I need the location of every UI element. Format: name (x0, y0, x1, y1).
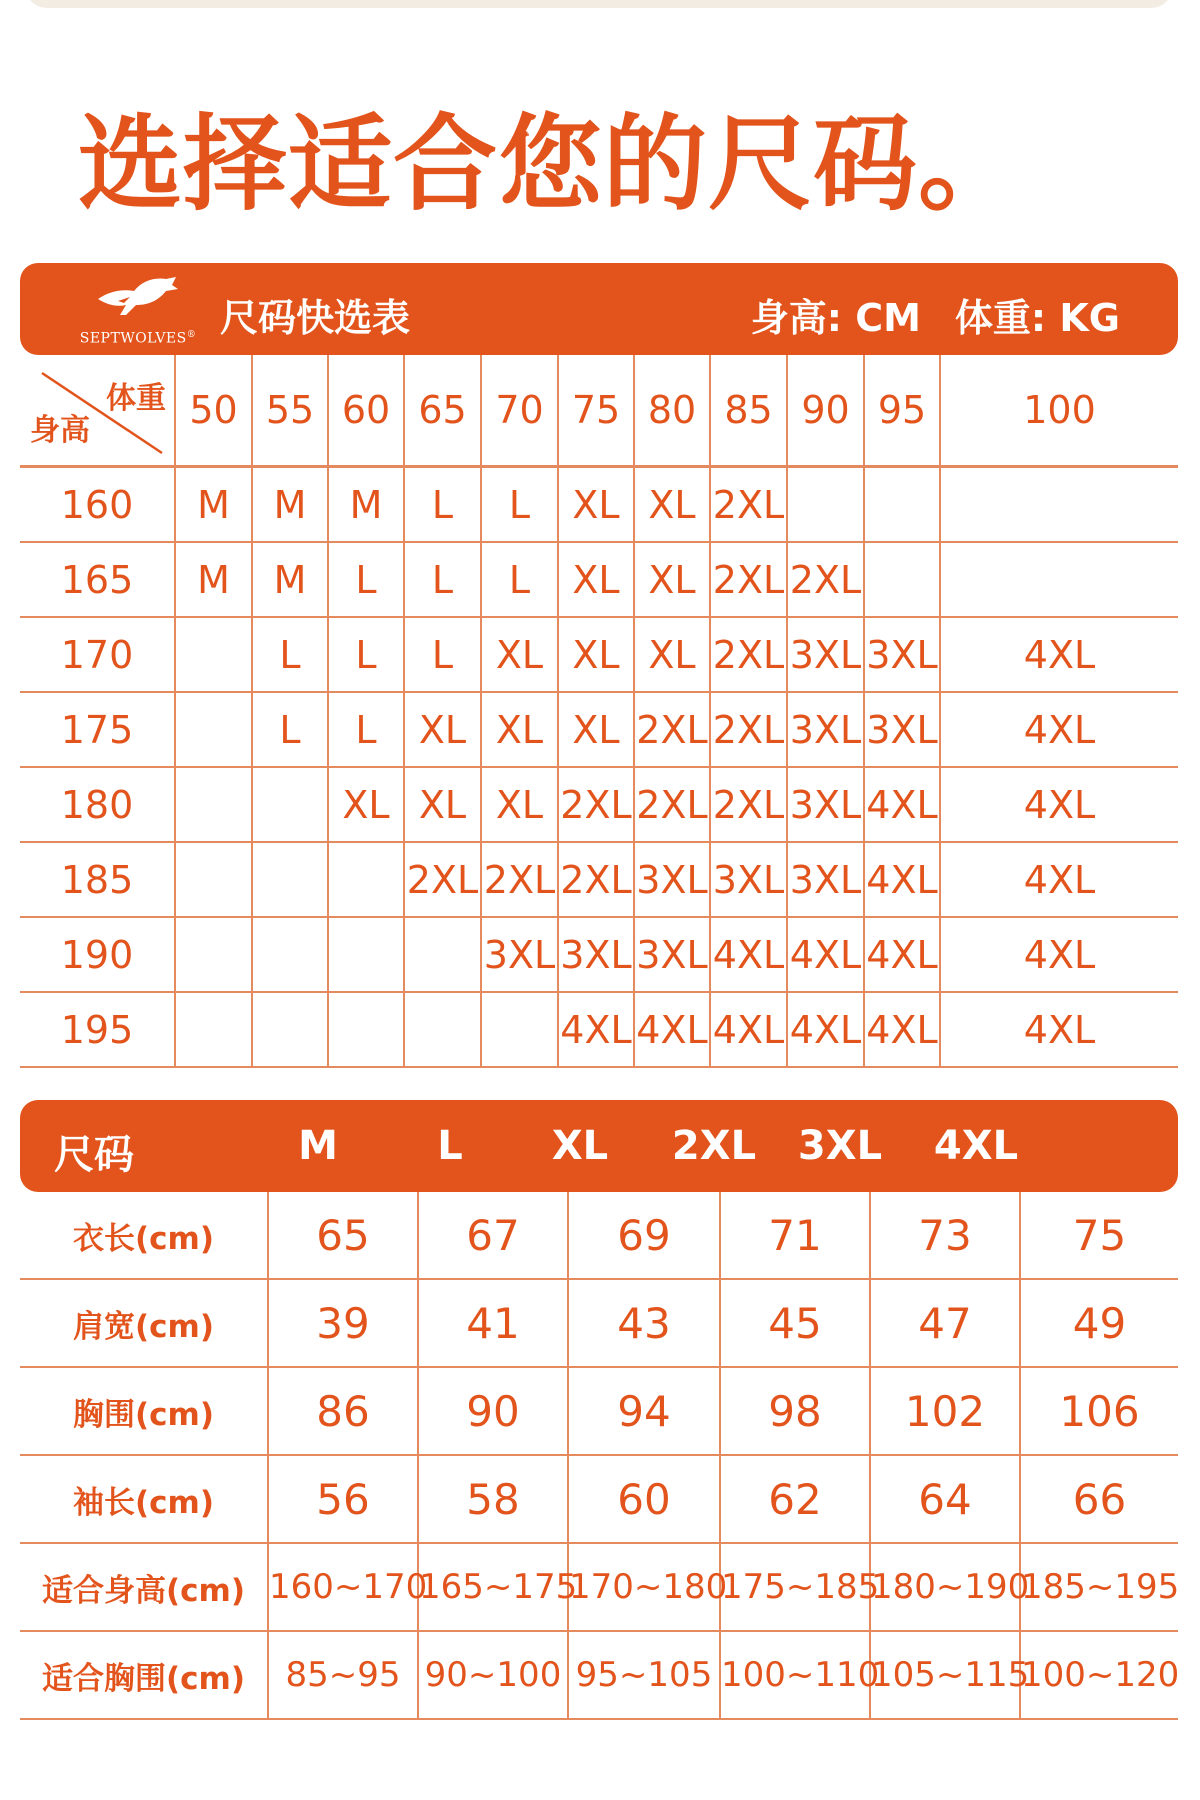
spec-value-cell: 180~190 (870, 1543, 1020, 1631)
size-cell: 4XL (940, 842, 1178, 917)
size-cell: 4XL (710, 992, 787, 1067)
size-cell (175, 842, 252, 917)
spec-value-cell: 69 (568, 1192, 720, 1279)
size-cell: XL (558, 692, 634, 767)
spec-row-label: 适合身高(cm) (20, 1543, 268, 1631)
size-cell (175, 692, 252, 767)
size-cell: 2XL (558, 767, 634, 842)
size-cell: 4XL (787, 917, 864, 992)
spec-value-cell: 45 (720, 1279, 870, 1367)
size-cell: 3XL (634, 917, 710, 992)
size-cell (175, 767, 252, 842)
size-cell: 4XL (940, 917, 1178, 992)
quick-table-title: 尺码快选表 (220, 296, 411, 340)
size-cell: 2XL (558, 842, 634, 917)
height-row (20, 617, 1178, 692)
size-cell (252, 767, 328, 842)
spec-value-cell: 66 (1020, 1455, 1178, 1543)
corner-height-label: 身高 (30, 413, 90, 448)
size-cell: 2XL (710, 542, 787, 617)
size-cell: XL (634, 617, 710, 692)
spec-value-cell: 47 (870, 1279, 1020, 1367)
height-row (20, 917, 1178, 992)
spec-value-cell: 58 (418, 1455, 568, 1543)
spec-value-cell: 86 (268, 1367, 418, 1455)
height-cell: 170 (20, 617, 175, 692)
weight-header-cell: 80 (634, 355, 710, 467)
quick-size-table (20, 355, 1178, 1068)
height-row (20, 842, 1178, 917)
weight-unit: 体重: KG (954, 296, 1120, 340)
spec-row-label: 肩宽(cm) (20, 1279, 268, 1367)
size-cell: 4XL (864, 842, 940, 917)
height-row (20, 992, 1178, 1067)
size-cell: M (175, 542, 252, 617)
size-cell: 2XL (634, 767, 710, 842)
spec-value-cell: 67 (418, 1192, 568, 1279)
size-spec-table (20, 1192, 1178, 1720)
size-cell (175, 992, 252, 1067)
spec-row-label: 适合胸围(cm) (20, 1631, 268, 1719)
size-header-2xl: 2XL (671, 1123, 757, 1169)
size-cell: XL (328, 767, 404, 842)
size-cell (787, 467, 864, 543)
spec-row-label: 袖长(cm) (20, 1455, 268, 1543)
weight-header-cell: 95 (864, 355, 940, 467)
height-unit: 身高: CM (750, 296, 921, 340)
size-cell: 4XL (940, 992, 1178, 1067)
unit-legend (751, 287, 1120, 342)
size-cell: 4XL (864, 992, 940, 1067)
size-cell (404, 992, 481, 1067)
size-cell: L (481, 542, 558, 617)
weight-header-cell: 90 (787, 355, 864, 467)
size-cell: XL (481, 692, 558, 767)
size-cell: L (404, 617, 481, 692)
spec-row (20, 1543, 1178, 1631)
spec-value-cell: 64 (870, 1455, 1020, 1543)
spec-value-cell: 75 (1020, 1192, 1178, 1279)
top-banner-edge (25, 0, 1173, 8)
spec-row (20, 1367, 1178, 1455)
spec-value-cell: 105~115 (870, 1631, 1020, 1719)
size-header-3xl: 3XL (797, 1123, 883, 1169)
size-cell: 3XL (481, 917, 558, 992)
height-cell: 160 (20, 467, 175, 543)
size-cell: XL (404, 692, 481, 767)
spec-value-cell: 165~175 (418, 1543, 568, 1631)
spec-value-cell: 43 (568, 1279, 720, 1367)
spec-value-cell: 185~195 (1020, 1543, 1178, 1631)
size-cell (328, 842, 404, 917)
size-cell: 2XL (404, 842, 481, 917)
size-cell: 3XL (787, 842, 864, 917)
size-cell: M (328, 467, 404, 543)
spec-value-cell: 85~95 (268, 1631, 418, 1719)
size-cell (864, 542, 940, 617)
size-cell: 3XL (634, 842, 710, 917)
brand-logo (78, 271, 198, 351)
spec-value-cell: 90 (418, 1367, 568, 1455)
spec-value-cell: 39 (268, 1279, 418, 1367)
spec-row (20, 1455, 1178, 1543)
quick-table-header (20, 263, 1178, 355)
height-row (20, 467, 1178, 543)
size-cell: 3XL (710, 842, 787, 917)
spec-value-cell: 100~110 (720, 1631, 870, 1719)
size-cell (252, 917, 328, 992)
brand-name: SEPTWOLVES (79, 331, 187, 347)
spec-value-cell: 73 (870, 1192, 1020, 1279)
size-cell: 2XL (787, 542, 864, 617)
spec-value-cell: 94 (568, 1367, 720, 1455)
spec-row (20, 1192, 1178, 1279)
size-cell: XL (634, 467, 710, 543)
spec-row-label: 衣长(cm) (20, 1192, 268, 1279)
spec-value-cell: 49 (1020, 1279, 1178, 1367)
size-cell: 2XL (710, 467, 787, 543)
size-cell: XL (558, 542, 634, 617)
corner-weight-label: 体重 (106, 381, 166, 416)
spec-value-cell: 90~100 (418, 1631, 568, 1719)
height-cell: 175 (20, 692, 175, 767)
spec-value-cell: 100~120 (1020, 1631, 1178, 1719)
size-cell: XL (404, 767, 481, 842)
size-cell: 2XL (710, 692, 787, 767)
size-cell: XL (634, 542, 710, 617)
size-cell: 3XL (787, 767, 864, 842)
size-cell: 2XL (710, 617, 787, 692)
size-cell: 4XL (558, 992, 634, 1067)
size-cell: L (481, 467, 558, 543)
size-cell: XL (481, 767, 558, 842)
size-cell (252, 992, 328, 1067)
spec-value-cell: 106 (1020, 1367, 1178, 1455)
spec-value-cell: 71 (720, 1192, 870, 1279)
spec-value-cell: 62 (720, 1455, 870, 1543)
size-cell: L (328, 542, 404, 617)
size-header-l: L (437, 1123, 463, 1169)
size-cell (328, 917, 404, 992)
size-cell: L (328, 692, 404, 767)
size-cell (252, 842, 328, 917)
corner-cell (20, 355, 175, 467)
size-header-xl: XL (551, 1123, 609, 1169)
size-cell: 3XL (864, 692, 940, 767)
height-row (20, 767, 1178, 842)
spec-value-cell: 41 (418, 1279, 568, 1367)
size-cell: 2XL (710, 767, 787, 842)
size-cell (404, 917, 481, 992)
spec-value-cell: 102 (870, 1367, 1020, 1455)
size-cell (940, 542, 1178, 617)
spec-row-label: 胸围(cm) (20, 1367, 268, 1455)
weight-header-cell: 55 (252, 355, 328, 467)
size-cell: L (328, 617, 404, 692)
size-cell: L (404, 542, 481, 617)
registered-mark: ® (186, 330, 197, 341)
size-cell: M (252, 467, 328, 543)
size-header-4xl: 4XL (933, 1123, 1019, 1169)
height-cell: 165 (20, 542, 175, 617)
spec-value-cell: 160~170 (268, 1543, 418, 1631)
size-cell (175, 617, 252, 692)
page-title: 选择适合您的尺码。 (78, 103, 1024, 225)
weight-header-cell: 60 (328, 355, 404, 467)
size-cell: L (252, 617, 328, 692)
size-cell: 4XL (940, 692, 1178, 767)
spec-header-label: 尺码 (54, 1132, 134, 1178)
spec-row (20, 1631, 1178, 1719)
wolf-icon (96, 275, 180, 321)
spec-value-cell: 60 (568, 1455, 720, 1543)
size-cell: 3XL (787, 617, 864, 692)
size-cell: L (404, 467, 481, 543)
spec-value-cell: 65 (268, 1192, 418, 1279)
size-cell: 4XL (940, 617, 1178, 692)
weight-header-cell: 50 (175, 355, 252, 467)
size-cell: 2XL (634, 692, 710, 767)
spec-value-cell: 95~105 (568, 1631, 720, 1719)
size-cell (328, 992, 404, 1067)
size-cell: XL (558, 617, 634, 692)
size-cell: M (175, 467, 252, 543)
spec-table-header (20, 1100, 1178, 1192)
weight-header-cell: 85 (710, 355, 787, 467)
size-cell: 3XL (558, 917, 634, 992)
size-cell (175, 917, 252, 992)
size-cell: XL (481, 617, 558, 692)
size-cell (864, 467, 940, 543)
size-cell: L (252, 692, 328, 767)
size-cell: 2XL (481, 842, 558, 917)
size-cell: 4XL (710, 917, 787, 992)
size-cell: 4XL (787, 992, 864, 1067)
height-row (20, 692, 1178, 767)
spec-value-cell: 56 (268, 1455, 418, 1543)
spec-row (20, 1279, 1178, 1367)
spec-value-cell: 98 (720, 1367, 870, 1455)
weight-header-cell: 65 (404, 355, 481, 467)
size-cell: 4XL (864, 917, 940, 992)
weight-header-cell: 70 (481, 355, 558, 467)
height-row (20, 542, 1178, 617)
weight-header-cell: 100 (940, 355, 1178, 467)
size-cell (481, 992, 558, 1067)
size-cell: 3XL (787, 692, 864, 767)
height-cell: 180 (20, 767, 175, 842)
size-header-m: M (298, 1123, 338, 1169)
size-cell: 3XL (864, 617, 940, 692)
size-cell: 4XL (864, 767, 940, 842)
height-cell: 185 (20, 842, 175, 917)
spec-value-cell: 175~185 (720, 1543, 870, 1631)
spec-value-cell: 170~180 (568, 1543, 720, 1631)
size-cell: 4XL (940, 767, 1178, 842)
size-cell: XL (558, 467, 634, 543)
height-cell: 195 (20, 992, 175, 1067)
size-cell: M (252, 542, 328, 617)
size-cell: 4XL (634, 992, 710, 1067)
size-cell (940, 467, 1178, 543)
weight-header-cell: 75 (558, 355, 634, 467)
weight-header-row (20, 355, 1178, 467)
height-cell: 190 (20, 917, 175, 992)
